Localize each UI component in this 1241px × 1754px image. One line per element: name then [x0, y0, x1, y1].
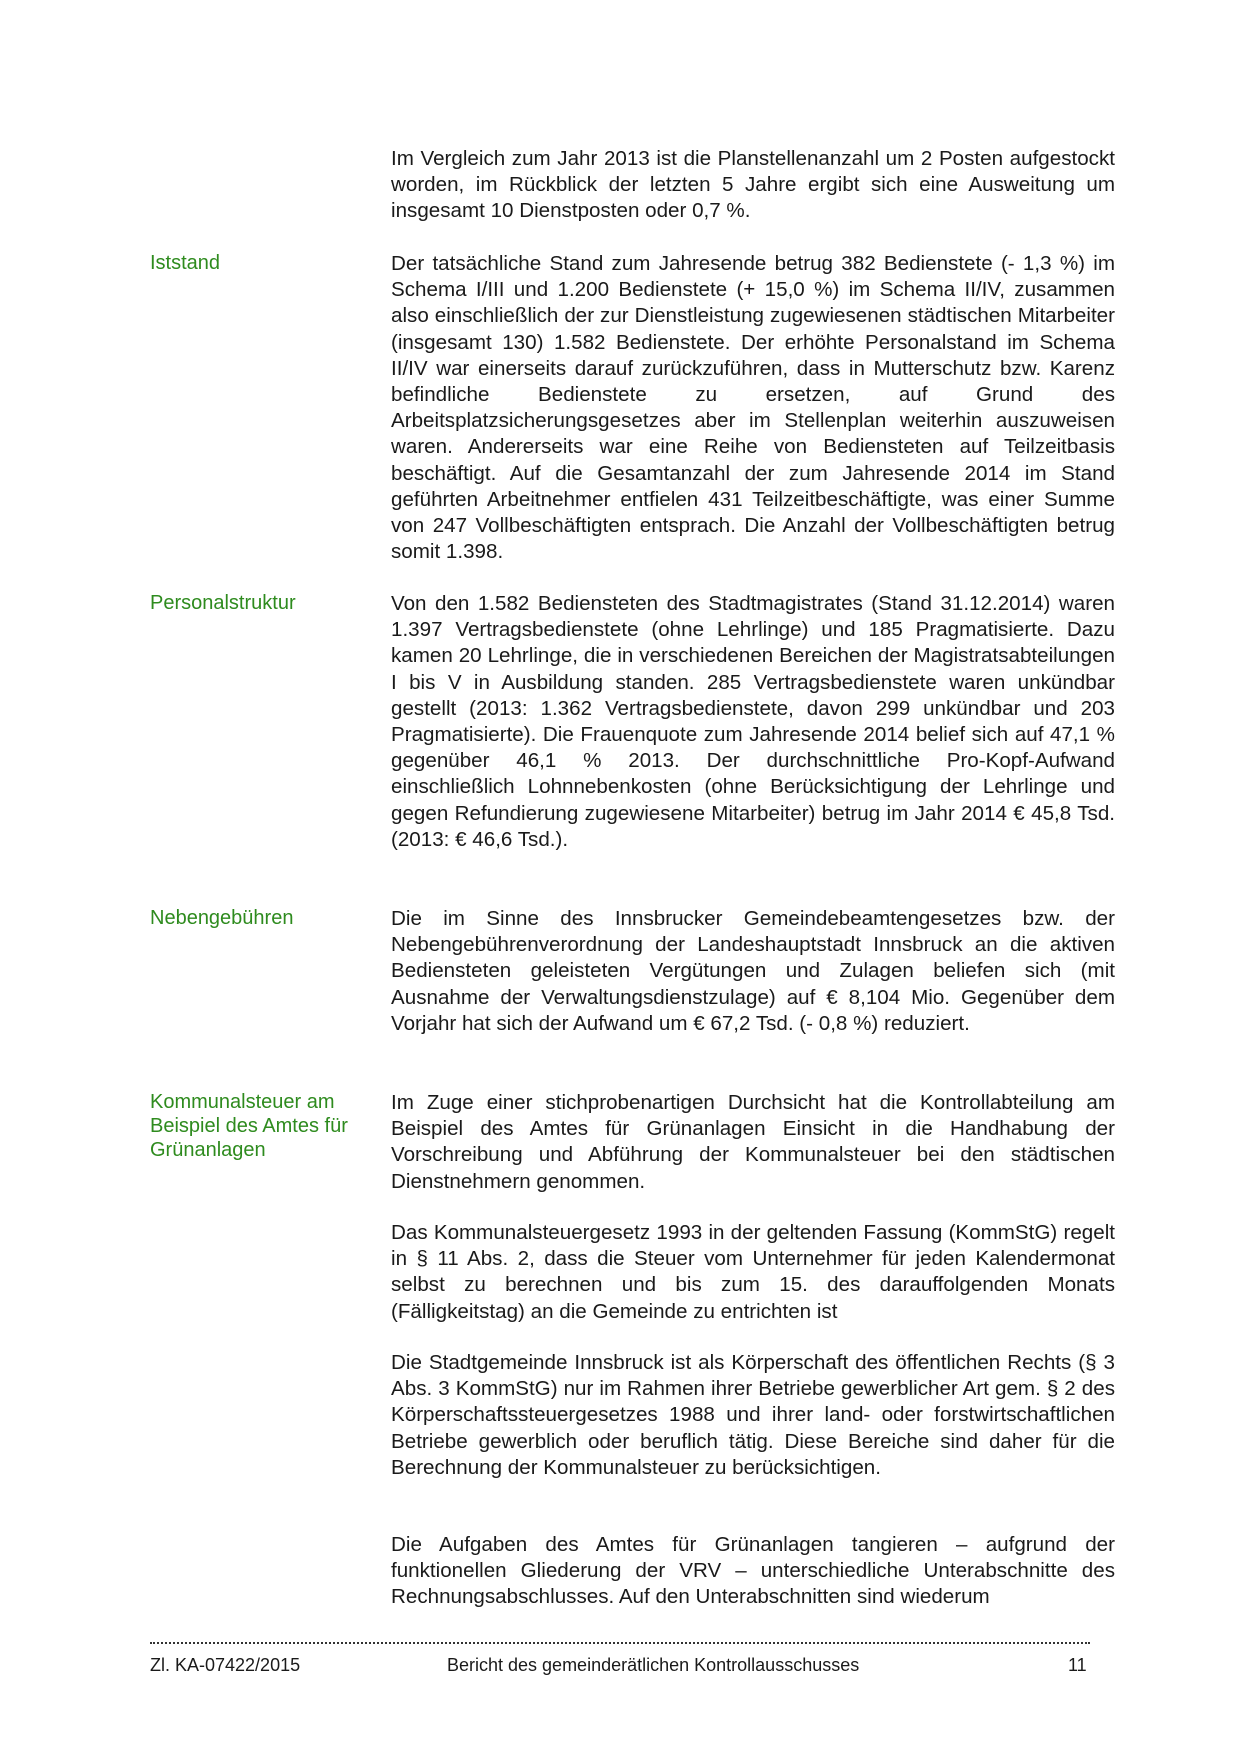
personalstruktur-label: Personalstruktur: [150, 592, 296, 614]
kommunalsteuer-paragraph-3: Die Stadtgemeinde Innsbruck ist als Körperschaft des öffentlichen Rechts (§ 3 Abs. 3 KommStG) nur im Rahmen ihrer Betriebe gewerblicher Art gem. § 2 des Körperschaftssteuergesetzes 1988 und ihrer land- oder forstwirtschaftlichen Betriebe gewerblich oder beruflich tätig. Diese Bereiche sind daher für die Berechnung der Kommunalsteuer zu berücksichtigen.: [391, 1351, 1115, 1479]
iststand-label: Iststand: [150, 252, 221, 274]
page-number: 11: [1068, 1655, 1087, 1675]
footer-reference: Zl. KA-07422/2015: [150, 1655, 301, 1675]
kommunalsteuer-paragraph-2: Das Kommunalsteuergesetz 1993 in der geltenden Fassung (KommStG) regelt in § 11 Abs. 2, dass die Steuer vom Unternehmer für jeden Kalendermonat selbst zu berechnen und bis zum 15. des darauffolgenden Monats (Fälligkeitstag) an die Gemeinde zu entrichten ist: [391, 1221, 1115, 1323]
iststand-paragraph: Der tatsächliche Stand zum Jahresende betrug 382 Bedienstete (- 1,3 %) im Schema I/III und 1.200 Bedienstete (+ 15,0 %) im Schema II/IV, zusammen also einschließlich der zur Dienstleistung zugewiesenen städtischen Mitarbeiter (insgesamt 130) 1.582 Bedienstete. Der erhöhte Personalstand im Schema II/IV war einerseits darauf zurückzuführen, dass in Mutterschutz bzw. Karenz befindliche Bedienstete zu ersetzen, auf Grund des Arbeitsplatzsicherungsgesetzes aber im Stellenplan weiterhin auszuweisen waren. Andererseits war eine Reihe von Bediensteten auf Teilzeitbasis beschäftigt. Auf die Gesamtanzahl der zum Jahresende 2014 im Stand geführten Arbeitnehmer entfielen 431 Teilzeitbeschäftigte, was einer Summe von 247 Vollbeschäftigten entsprach. Die Anzahl der Vollbeschäftigten betrug somit 1.398.: [391, 252, 1115, 564]
intro-paragraph: Im Vergleich zum Jahr 2013 ist die Planstellenanzahl um 2 Posten aufgestockt worden, im Rückblick der letzten 5 Jahre ergibt sich eine Ausweitung um insgesamt 10 Dienstposten oder 0,7 %.: [391, 147, 1115, 223]
kommunalsteuer-paragraph-1: Im Zuge einer stichprobenartigen Durchsicht hat die Kontrollabteilung am Beispiel des Amtes für Grünanlagen Einsicht in die Handhabung der Vorschreibung und Abführung der Kommunalsteuer bei den städtischen Dienstnehmern genommen.: [391, 1091, 1115, 1193]
footer-title: Bericht des gemeinderätlichen Kontrollausschusses: [447, 1655, 860, 1675]
nebengebuehren-paragraph: Die im Sinne des Innsbrucker Gemeindebeamtengesetzes bzw. der Nebengebührenverordnung der Landeshauptstadt Innsbruck an die aktiven Bediensteten geleisteten Vergütungen und Zulagen beliefen sich (mit Ausnahme der Verwaltungsdienstzulage) auf € 8,104 Mio. Gegenüber dem Vorjahr hat sich der Aufwand um € 67,2 Tsd. (- 0,8 %) reduziert.: [391, 907, 1115, 1035]
footer-divider: [150, 1642, 1090, 1644]
nebengebuehren-label: Nebengebühren: [150, 907, 294, 929]
kommunalsteuer-label: Kommunalsteuer am Beispiel des Amtes für Grünanlagen: [150, 1091, 348, 1161]
kommunalsteuer-paragraph-4: Die Aufgaben des Amtes für Grünanlagen tangieren – aufgrund der funktionellen Gliederung der VRV – unterschiedliche Unterabschnitte des Rechnungsabschlusses. Auf den Unterabschnitten sind wiederum: [391, 1533, 1115, 1609]
personalstruktur-paragraph: Von den 1.582 Bediensteten des Stadtmagistrates (Stand 31.12.2014) waren 1.397 Vertragsbedienstete (ohne Lehrlinge) und 185 Pragmatisierte. Dazu kamen 20 Lehrlinge, die in verschiedenen Bereichen der Magistratsabteilungen I bis V in Ausbildung standen. 285 Vertragsbedienstete waren unkündbar gestellt (2013: 1.362 Vertragsbedienstete, davon 299 unkündbar und 203 Pragmatisierte). Die Frauenquote zum Jahresende 2014 belief sich auf 47,1 % gegenüber 46,1 % 2013. Der durchschnittliche Pro-Kopf-Aufwand einschließlich Lohnnebenkosten (ohne Berücksichtigung der Lehrlinge und gegen Refundierung zugewiesene Mitarbeiter) betrug im Jahr 2014 € 45,8 Tsd. (2013: € 46,6 Tsd.).: [391, 592, 1115, 851]
